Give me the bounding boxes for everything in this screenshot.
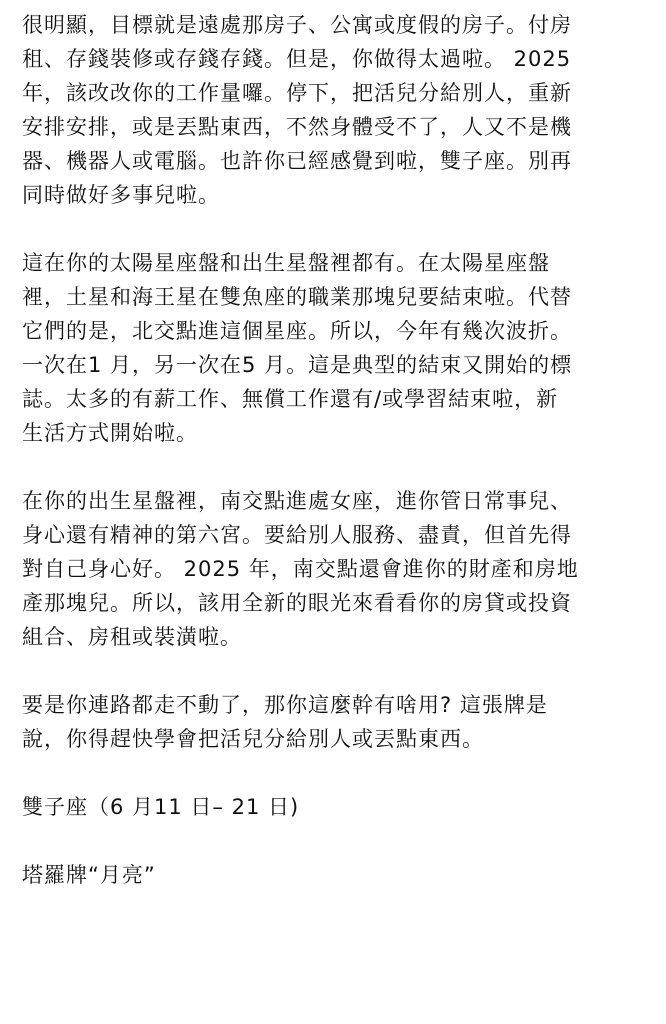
text-line: 一次在1 月，另一次在5 月。這是典型的結束又開始的標 [22, 353, 573, 377]
text-line: 租、存錢裝修或存錢存錢。但是，你做得太過啦。 2025 [22, 47, 572, 71]
text-line: 器、機器人或電腦。也許你已經感覺到啦，雙子座。別再 [22, 149, 572, 173]
paragraph-birth-chart [22, 484, 658, 654]
text-line: 誌。太多的有薪工作、無償工作還有/或學習結束啦，新 [22, 387, 559, 411]
sign-date-range [22, 790, 658, 824]
text-line: 同時做好多事兒啦。 [22, 183, 220, 207]
tarot-card-name [22, 858, 658, 892]
text-line: 要是你連路都走不動了，那你這麼幹有啥用? 這張牌是 [22, 693, 548, 717]
text-line: 裡，土星和海王星在雙魚座的職業那塊兒要結束啦。代替 [22, 285, 572, 309]
text-line: 這在你的太陽星座盤和出生星盤裡都有。在太陽星座盤 [22, 251, 550, 275]
text-line: 說，你得趕快學會把活兒分給別人或丟點東西。 [22, 727, 484, 751]
paragraph-workload [22, 8, 658, 212]
paragraph-sun-sign-chart [22, 246, 658, 450]
text-line: 產那塊兒。所以，該用全新的眼光來看看你的房貸或投資 [22, 591, 572, 615]
paragraph-tarot-meaning [22, 688, 658, 756]
text-line: 很明顯，目標就是遠處那房子、公寓或度假的房子。付房 [22, 13, 572, 37]
text-line: 雙子座（6 月11 日– 21 日) [22, 795, 300, 819]
text-line: 對自己身心好。 2025 年，南交點還會進你的財產和房地 [22, 557, 579, 581]
text-line: 組合、房租或裝潢啦。 [22, 625, 242, 649]
text-line: 身心還有精神的第六宮。要給別人服務、盡責，但首先得 [22, 523, 572, 547]
text-line: 在你的出生星盤裡，南交點進處女座，進你管日常事兒、 [22, 489, 572, 513]
text-line: 塔羅牌“月亮” [22, 863, 156, 887]
text-line: 生活方式開始啦。 [22, 421, 198, 445]
text-line: 年，該改改你的工作量囉。停下，把活兒分給別人，重新 [22, 81, 572, 105]
article-body [22, 8, 658, 892]
text-line: 安排安排，或是丟點東西，不然身體受不了，人又不是機 [22, 115, 572, 139]
text-line: 它們的是，北交點進這個星座。所以，今年有幾次波折。 [22, 319, 572, 343]
